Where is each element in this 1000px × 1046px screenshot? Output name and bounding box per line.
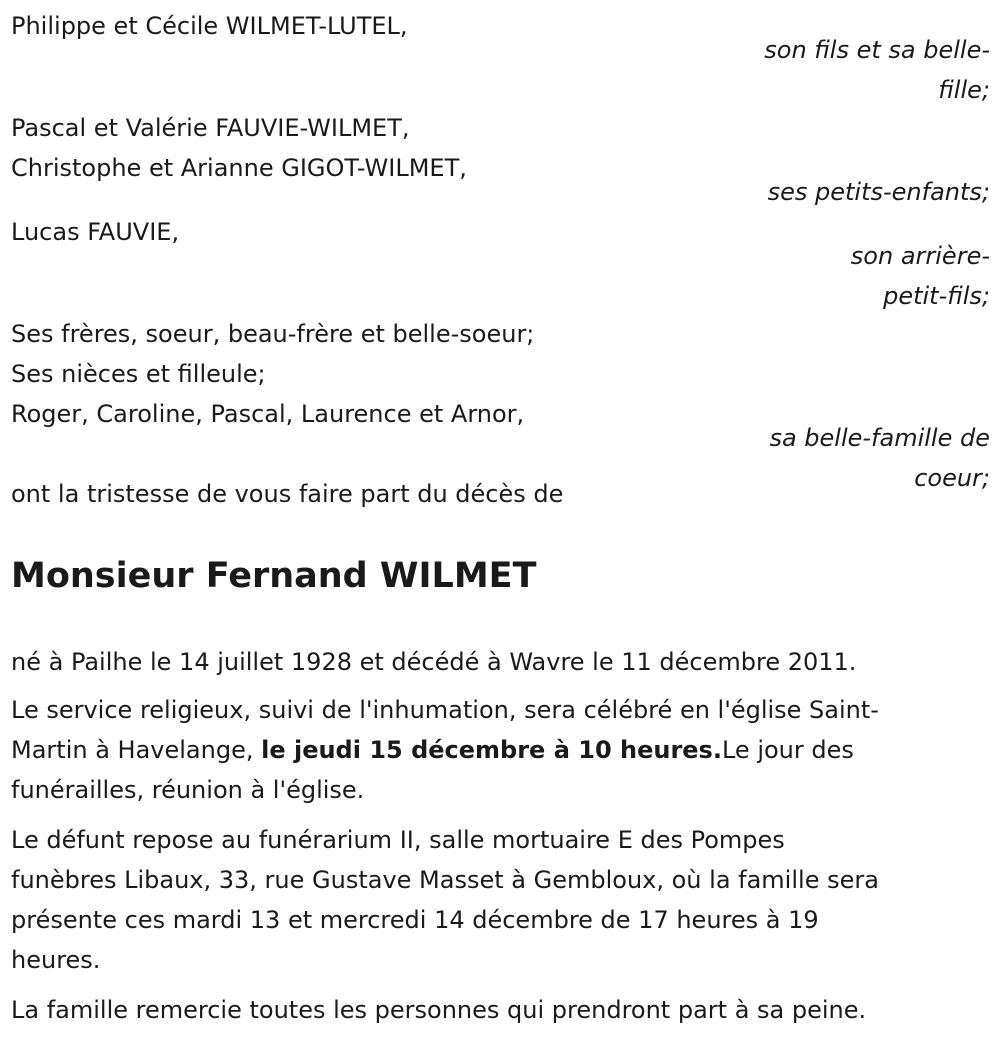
repose-line-4: heures. xyxy=(11,946,101,974)
repose-line-2: funèbres Libaux, 33, rue Gustave Masset à Gembloux, où la famille sera xyxy=(11,866,879,894)
family-line-great-grandson: Lucas FAUVIE, xyxy=(11,218,180,246)
deceased-name: Monsieur Fernand WILMET xyxy=(11,556,537,596)
family-line-inlaws: Roger, Caroline, Pascal, Laurence et Arnor, xyxy=(11,400,525,428)
announcement-line: ont la tristesse de vous faire part du décès de xyxy=(11,480,564,508)
family-line-grandchild-2: Christophe et Arianne GIGOT-WILMET, xyxy=(11,154,467,182)
repose-line-1: Le défunt repose au funérarium II, salle mortuaire E des Pompes xyxy=(11,826,785,854)
relation-great-grandson-line1: son arrière- xyxy=(850,242,990,270)
thanks-line: La famille remercie toutes les personnes qui prendront part à sa peine. xyxy=(11,996,867,1024)
relation-inlaws-line2: coeur; xyxy=(914,464,990,492)
birth-death-line: né à Pailhe le 14 juillet 1928 et décédé à Wavre le 11 décembre 2011. xyxy=(11,648,857,676)
relation-grandchildren: ses petits-enfants; xyxy=(767,178,990,206)
relation-son-line2: fille; xyxy=(938,76,990,104)
family-line-nieces: Ses nièces et filleule; xyxy=(11,360,266,388)
relation-inlaws-line1: sa belle-famille de xyxy=(769,424,990,452)
service-line-2-start: Martin à Havelange, xyxy=(11,736,262,764)
service-line-1: Le service religieux, suivi de l'inhumation, sera célébré en l'église Saint- xyxy=(11,696,879,724)
family-line-siblings: Ses frères, soeur, beau-frère et belle-soeur; xyxy=(11,320,535,348)
service-date-time: le jeudi 15 décembre à 10 heures. xyxy=(261,736,722,764)
relation-great-grandson-line2: petit-fils; xyxy=(883,282,990,310)
family-line-grandchild-1: Pascal et Valérie FAUVIE-WILMET, xyxy=(11,114,410,142)
service-line-2-end: Le jour des xyxy=(721,736,854,764)
family-line-son: Philippe et Cécile WILMET-LUTEL, xyxy=(11,12,408,40)
service-line-3: funérailles, réunion à l'église. xyxy=(11,776,365,804)
relation-son-line1: son fils et sa belle- xyxy=(764,36,990,64)
service-line-2 xyxy=(11,730,854,770)
repose-line-3: présente ces mardi 13 et mercredi 14 décembre de 17 heures à 19 xyxy=(11,906,819,934)
